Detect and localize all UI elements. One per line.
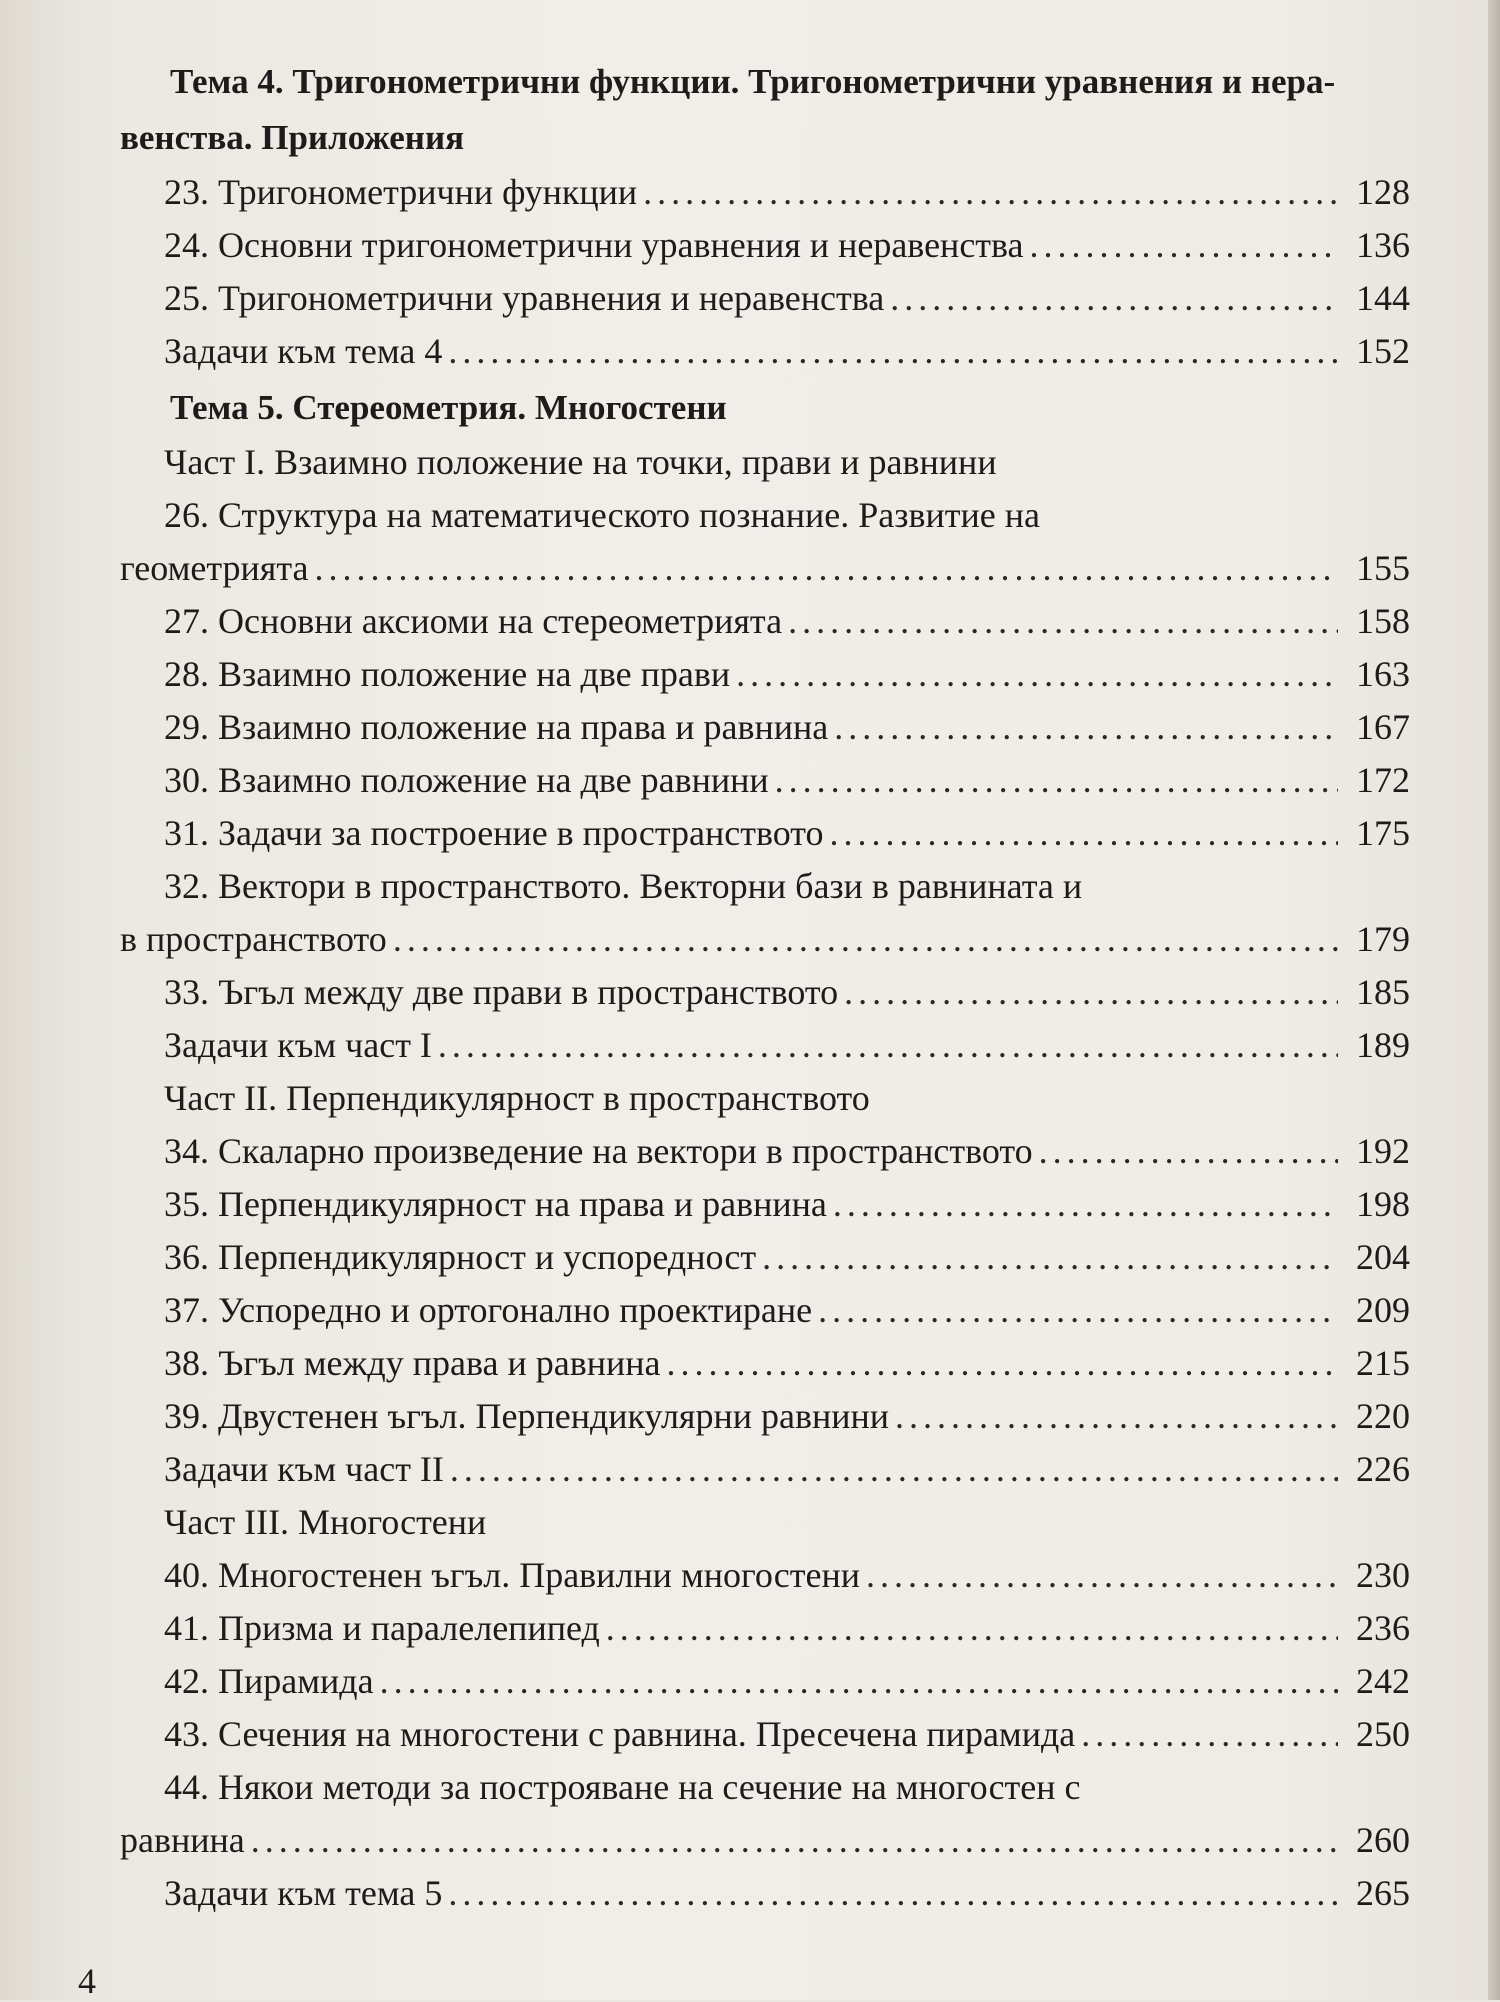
toc-entry <box>120 595 1410 648</box>
toc-entry-page: 167 <box>1356 707 1410 747</box>
toc-entry-title: 29. Взаимно положение на права и равнина <box>164 707 829 747</box>
toc-entry-title: 33. Ъгъл между две прави в пространството <box>164 972 839 1012</box>
toc-entry <box>120 1284 1410 1337</box>
toc-entry <box>120 1602 1410 1655</box>
dot-leader <box>315 542 1339 595</box>
toc-entry-page: 158 <box>1356 601 1410 641</box>
toc-entry <box>120 1231 1410 1284</box>
theme4-heading-line1: Тема 4. Тригонометрични функции. Тригонометрични уравнения и нера- <box>170 62 1336 101</box>
theme5-heading-text: Тема 5. Стереометрия. Многостени <box>170 388 727 427</box>
toc-entry-title: геометрията <box>120 548 309 588</box>
toc-entry-title: 37. Успоредно и ортогонално проектиране <box>164 1290 813 1330</box>
toc-entry-32-line1: 32. Вектори в пространството. Векторни бази в равнината и <box>164 866 1083 906</box>
toc-entry-page: 144 <box>1356 278 1410 318</box>
toc-entry-page: 185 <box>1356 972 1410 1012</box>
toc-entry <box>120 807 1410 860</box>
toc-entry-44 <box>120 1814 1410 1867</box>
toc-entry <box>120 1337 1410 1390</box>
toc-entry-26 <box>120 542 1410 595</box>
dot-leader <box>448 1867 1338 1920</box>
dot-leader <box>1039 1125 1338 1178</box>
dot-leader <box>775 754 1338 807</box>
toc-entry-page: 198 <box>1356 1184 1410 1224</box>
dot-leader <box>895 1390 1338 1443</box>
toc-entry-title: 39. Двустенен ъгъл. Перпендикулярни равнини <box>164 1396 890 1436</box>
dot-leader <box>833 1178 1338 1231</box>
toc-entry <box>120 1867 1410 1920</box>
toc-entry-page: 209 <box>1356 1290 1410 1330</box>
toc-entry-title: 25. Тригонометрични уравнения и неравенства <box>164 278 885 318</box>
toc-entry-page: 155 <box>1356 548 1410 588</box>
toc-entry <box>120 1390 1410 1443</box>
dot-leader <box>438 1019 1338 1072</box>
toc-entry-title: 28. Взаимно положение на две прави <box>164 654 731 694</box>
page-edge <box>1488 0 1500 2000</box>
toc-entry <box>120 166 1410 219</box>
toc-entry <box>120 648 1410 701</box>
toc-entry-32 <box>120 913 1410 966</box>
toc-entry-44-line1: 44. Някои методи за построяване на сечение на многостен с <box>164 1767 1081 1807</box>
toc-entry-page: 242 <box>1356 1661 1410 1701</box>
toc-entry-page: 220 <box>1356 1396 1410 1436</box>
toc-entry-page: 226 <box>1356 1449 1410 1489</box>
toc-entry <box>120 1125 1410 1178</box>
toc-entry-title: 24. Основни тригонометрични уравнения и неравенства <box>164 225 1024 265</box>
toc-entry-title: 30. Взаимно положение на две равнини <box>164 760 769 800</box>
toc-entry-title: 34. Скаларно произведение на вектори в пространството <box>164 1131 1033 1171</box>
dot-leader <box>890 272 1338 325</box>
dot-leader <box>251 1814 1338 1867</box>
dot-leader <box>844 966 1338 1019</box>
toc-entry-page: 250 <box>1356 1714 1410 1754</box>
toc-entry-title: 23. Тригонометрични функции <box>164 172 638 212</box>
dot-leader <box>829 807 1338 860</box>
toc-entry-page: 179 <box>1356 919 1410 959</box>
toc-entry-title: 27. Основни аксиоми на стереометрията <box>164 601 783 641</box>
toc-entry <box>120 1443 1410 1496</box>
toc-entry-title: 41. Призма и паралелепипед <box>164 1608 600 1648</box>
toc-entry-title: 42. Пирамида <box>164 1661 374 1701</box>
part3-heading: Част III. Многостени <box>164 1502 487 1542</box>
toc-entry-title: 31. Задачи за построение в пространството <box>164 813 824 853</box>
toc-entry <box>120 1178 1410 1231</box>
toc-entry-page: 163 <box>1356 654 1410 694</box>
toc-entry-page: 265 <box>1356 1873 1410 1913</box>
dot-leader <box>606 1602 1338 1655</box>
theme4-heading-line2: венства. Приложения <box>120 118 465 157</box>
dot-leader <box>643 166 1338 219</box>
toc-entry-title: в пространството <box>120 919 387 959</box>
toc-entry <box>120 966 1410 1019</box>
toc-entry-26-line1: 26. Структура на математическото познание. Развитие на <box>164 495 1040 535</box>
dot-leader <box>666 1337 1338 1390</box>
table-of-contents <box>120 52 1410 1920</box>
toc-entry-page: 136 <box>1356 225 1410 265</box>
dot-leader <box>393 913 1338 966</box>
toc-entry <box>120 754 1410 807</box>
toc-entry-page: 204 <box>1356 1237 1410 1277</box>
toc-entry-title: Задачи към част II <box>164 1449 444 1489</box>
toc-entry <box>120 1655 1410 1708</box>
part1-heading: Част I. Взаимно положение на точки, прави и равнини <box>164 442 997 482</box>
dot-leader <box>448 325 1338 378</box>
dot-leader <box>736 648 1338 701</box>
dot-leader <box>450 1443 1338 1496</box>
toc-entry-page: 175 <box>1356 813 1410 853</box>
toc-entry-title: 40. Многостенен ъгъл. Правилни многостени <box>164 1555 860 1595</box>
dot-leader <box>762 1231 1338 1284</box>
toc-entry <box>120 272 1410 325</box>
dot-leader <box>818 1284 1338 1337</box>
toc-entry-page: 172 <box>1356 760 1410 800</box>
toc-entry-title: 36. Перпендикулярност и успоредност <box>164 1237 757 1277</box>
toc-entry-page: 152 <box>1356 331 1410 371</box>
toc-entry-page: 260 <box>1356 1820 1410 1860</box>
toc-entry <box>120 1019 1410 1072</box>
toc-entry-title: Задачи към част I <box>164 1025 432 1065</box>
toc-entry-page: 215 <box>1356 1343 1410 1383</box>
toc-entry <box>120 1549 1410 1602</box>
dot-leader <box>834 701 1338 754</box>
dot-leader <box>866 1549 1338 1602</box>
toc-entry-title: равнина <box>120 1820 245 1860</box>
toc-entry-page: 189 <box>1356 1025 1410 1065</box>
toc-entry-title: Задачи към тема 4 <box>164 331 443 371</box>
toc-entry <box>120 701 1410 754</box>
toc-entry-page: 128 <box>1356 172 1410 212</box>
toc-entry <box>120 1708 1410 1761</box>
dot-leader <box>380 1655 1338 1708</box>
dot-leader <box>788 595 1338 648</box>
part2-heading: Част II. Перпендикулярност в пространството <box>164 1078 870 1118</box>
dot-leader <box>1081 1708 1338 1761</box>
toc-entry-page: 230 <box>1356 1555 1410 1595</box>
theme4-heading <box>120 54 1410 166</box>
toc-entry-page: 192 <box>1356 1131 1410 1171</box>
toc-entry-page: 236 <box>1356 1608 1410 1648</box>
toc-entry-title: Задачи към тема 5 <box>164 1873 443 1913</box>
theme5-heading <box>120 380 1410 436</box>
toc-entry <box>120 219 1410 272</box>
toc-entry <box>120 325 1410 378</box>
page-number: 4 <box>78 1961 96 2001</box>
toc-entry-title: 38. Ъгъл между права и равнина <box>164 1343 661 1383</box>
dot-leader <box>1030 219 1338 272</box>
toc-entry-title: 35. Перпендикулярност на права и равнина <box>164 1184 827 1224</box>
toc-entry-title: 43. Сечения на многостени с равнина. Пресечена пирамида <box>164 1714 1076 1754</box>
